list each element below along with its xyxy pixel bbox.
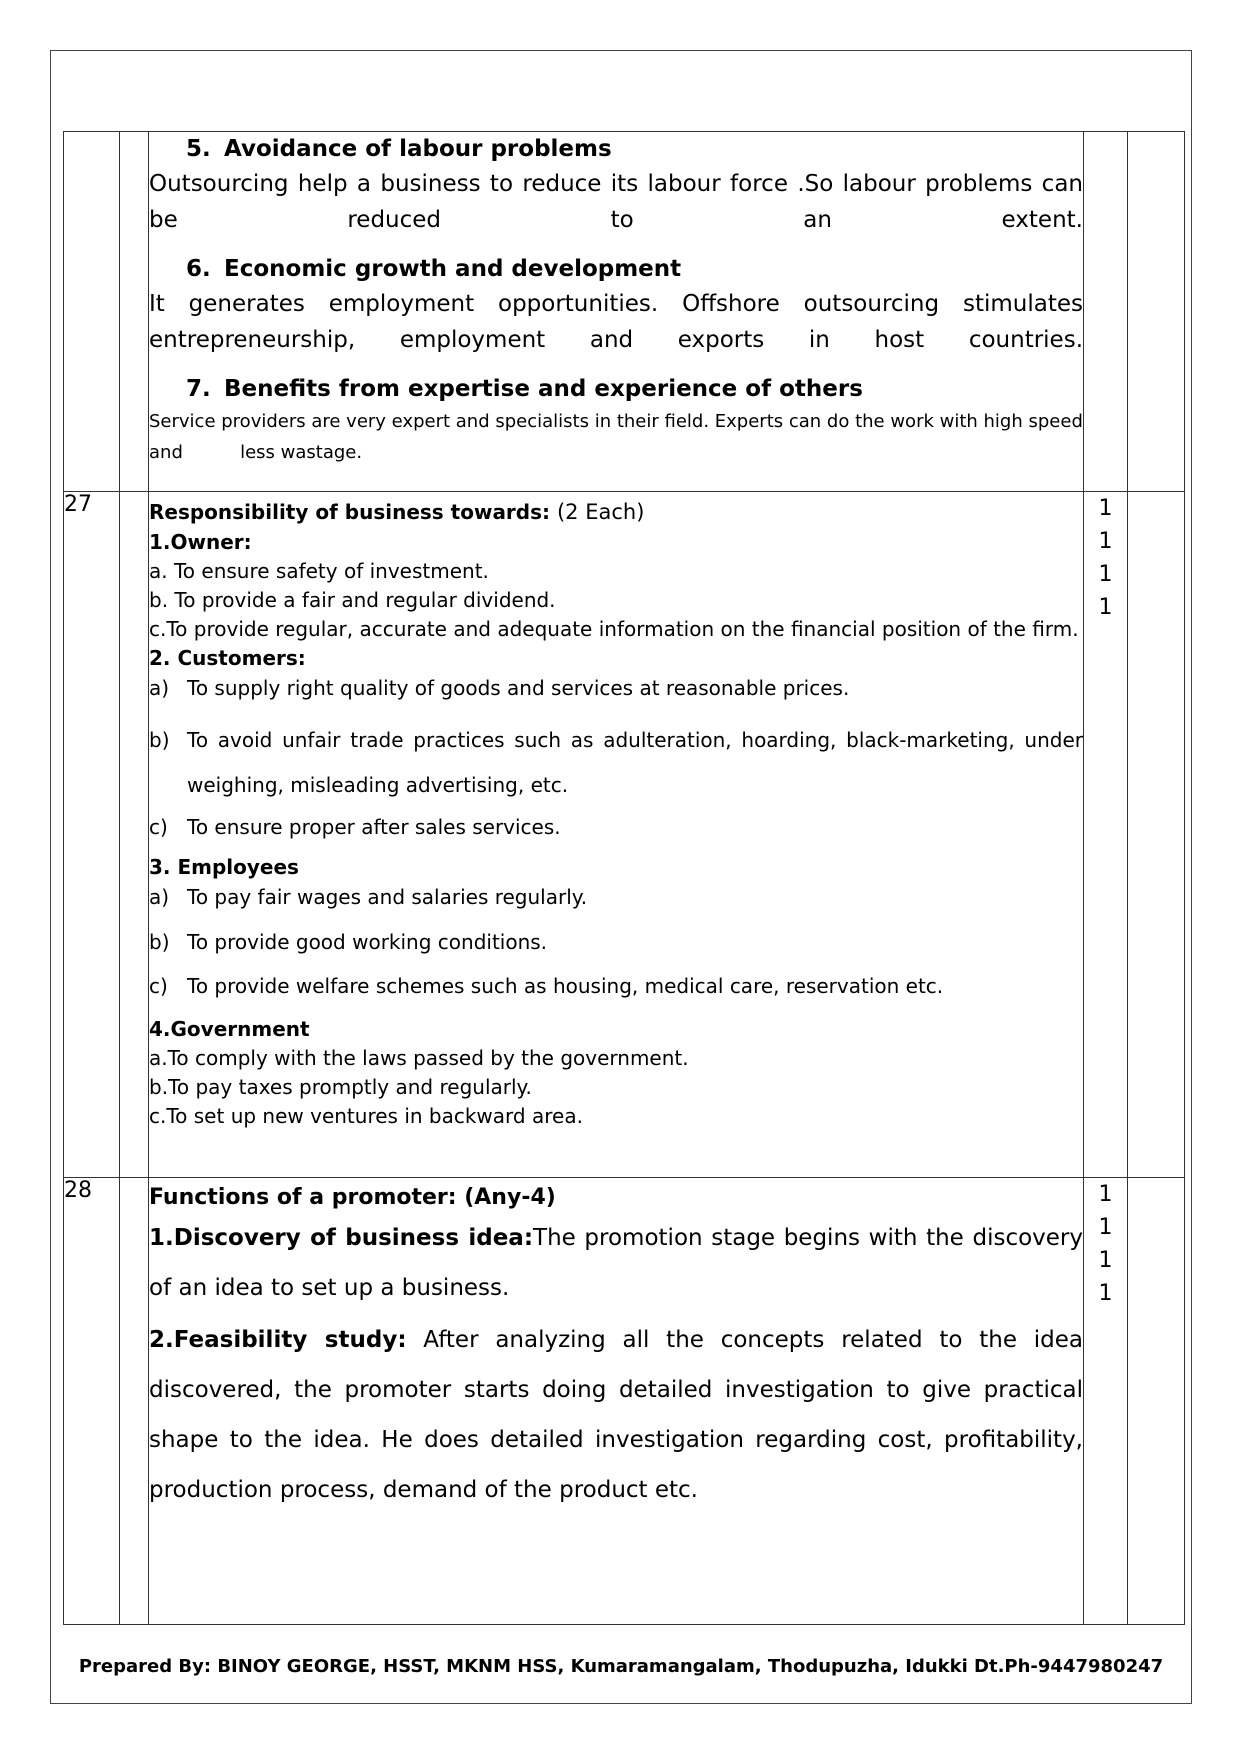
sub-number-cell bbox=[120, 132, 149, 492]
question-number: 27 bbox=[64, 492, 120, 1178]
mark-value: 1 bbox=[1098, 496, 1113, 521]
answer-cell bbox=[149, 1178, 1084, 1625]
table-row-continuation bbox=[64, 132, 1185, 492]
section-title: 2. Customers: bbox=[149, 646, 306, 670]
remarks-cell bbox=[1128, 492, 1185, 1178]
mark-value: 1 bbox=[1098, 1182, 1113, 1207]
answer-key-table bbox=[63, 131, 1185, 1625]
sub-number-cell bbox=[120, 492, 149, 1178]
list-item: b) To provide good working conditions. bbox=[149, 930, 548, 954]
question-heading: Responsibility of business towards: (2 Each) bbox=[149, 500, 645, 524]
mark-value: 1 bbox=[1098, 1215, 1113, 1240]
answer-cell bbox=[149, 132, 1089, 492]
list-item: c) To ensure proper after sales services. bbox=[149, 815, 561, 839]
marks-cell bbox=[1084, 132, 1128, 492]
question-number-cell bbox=[64, 132, 120, 492]
list-item: c.To provide regular, accurate and adequate information on the financial position of the firm. bbox=[149, 617, 1079, 641]
point-text: 1.Discovery of business idea:The promotion stage begins with the discovery of an idea to set up a business. bbox=[149, 1225, 1083, 1301]
list-item: a) To pay fair wages and salaries regularly. bbox=[149, 885, 588, 909]
point-text: Outsourcing help a business to reduce its labour force .So labour problems can be reduced to an extent. bbox=[149, 171, 1083, 233]
point-heading: 5. Avoidance of labour problems bbox=[186, 136, 612, 162]
point-heading: 7. Benefits from expertise and experience of others bbox=[186, 376, 863, 402]
list-item: b.To pay taxes promptly and regularly. bbox=[149, 1075, 532, 1099]
mark-value: 1 bbox=[1098, 1281, 1113, 1306]
marks-cell bbox=[1084, 492, 1128, 1178]
question-number: 28 bbox=[64, 1178, 120, 1625]
list-item: b. To provide a fair and regular dividend. bbox=[149, 588, 556, 612]
question-heading: Functions of a promoter: (Any-4) bbox=[149, 1185, 556, 1210]
list-item: a) To supply right quality of goods and services at reasonable prices. bbox=[149, 676, 850, 700]
table-row-q27 bbox=[64, 492, 1185, 1178]
table-row-q28 bbox=[64, 1178, 1185, 1625]
section-title: 3. Employees bbox=[149, 855, 299, 879]
marks-cell bbox=[1084, 1178, 1128, 1625]
remarks-cell bbox=[1128, 1178, 1185, 1625]
sub-number-cell bbox=[120, 1178, 149, 1625]
point-text: Service providers are very expert and specialists in their field. Experts can do the work with high speed and less wastage. bbox=[149, 411, 1089, 463]
point-text: It generates employment opportunities. Offshore outsourcing stimulates entrepreneurship, employment and exports in host countries. bbox=[149, 291, 1083, 353]
list-item: b) To avoid unfair trade practices such as adulteration, hoarding, black-marketing, under weighing, misleading advertising, etc. bbox=[149, 728, 1083, 797]
point-heading: 6. Economic growth and development bbox=[186, 256, 682, 282]
list-item: a.To comply with the laws passed by the government. bbox=[149, 1046, 689, 1070]
mark-value: 1 bbox=[1098, 595, 1113, 620]
mark-value: 1 bbox=[1098, 562, 1113, 587]
list-item: c.To set up new ventures in backward area. bbox=[149, 1104, 583, 1128]
answer-cell bbox=[149, 492, 1084, 1178]
section-title: 4.Government bbox=[149, 1017, 310, 1041]
list-item: c) To provide welfare schemes such as housing, medical care, reservation etc. bbox=[149, 974, 944, 998]
mark-value: 1 bbox=[1098, 529, 1113, 554]
page-footer: Prepared By: BINOY GEORGE, HSST, MKNM HSS, Kumaramangalam, Thodupuzha, Idukki Dt.Ph-9447980247 bbox=[78, 1656, 1164, 1677]
section-title: 1.Owner: bbox=[149, 530, 252, 554]
mark-value: 1 bbox=[1098, 1248, 1113, 1273]
list-item: a. To ensure safety of investment. bbox=[149, 559, 489, 583]
remarks-cell bbox=[1128, 132, 1185, 492]
point-text: 2.Feasibility study: After analyzing all the concepts related to the idea discovered, the promoter starts doing detailed investigation to give practical shape to the idea. He does detailed investigation regarding cost, profitability, production process, demand of the product etc. bbox=[149, 1327, 1083, 1503]
